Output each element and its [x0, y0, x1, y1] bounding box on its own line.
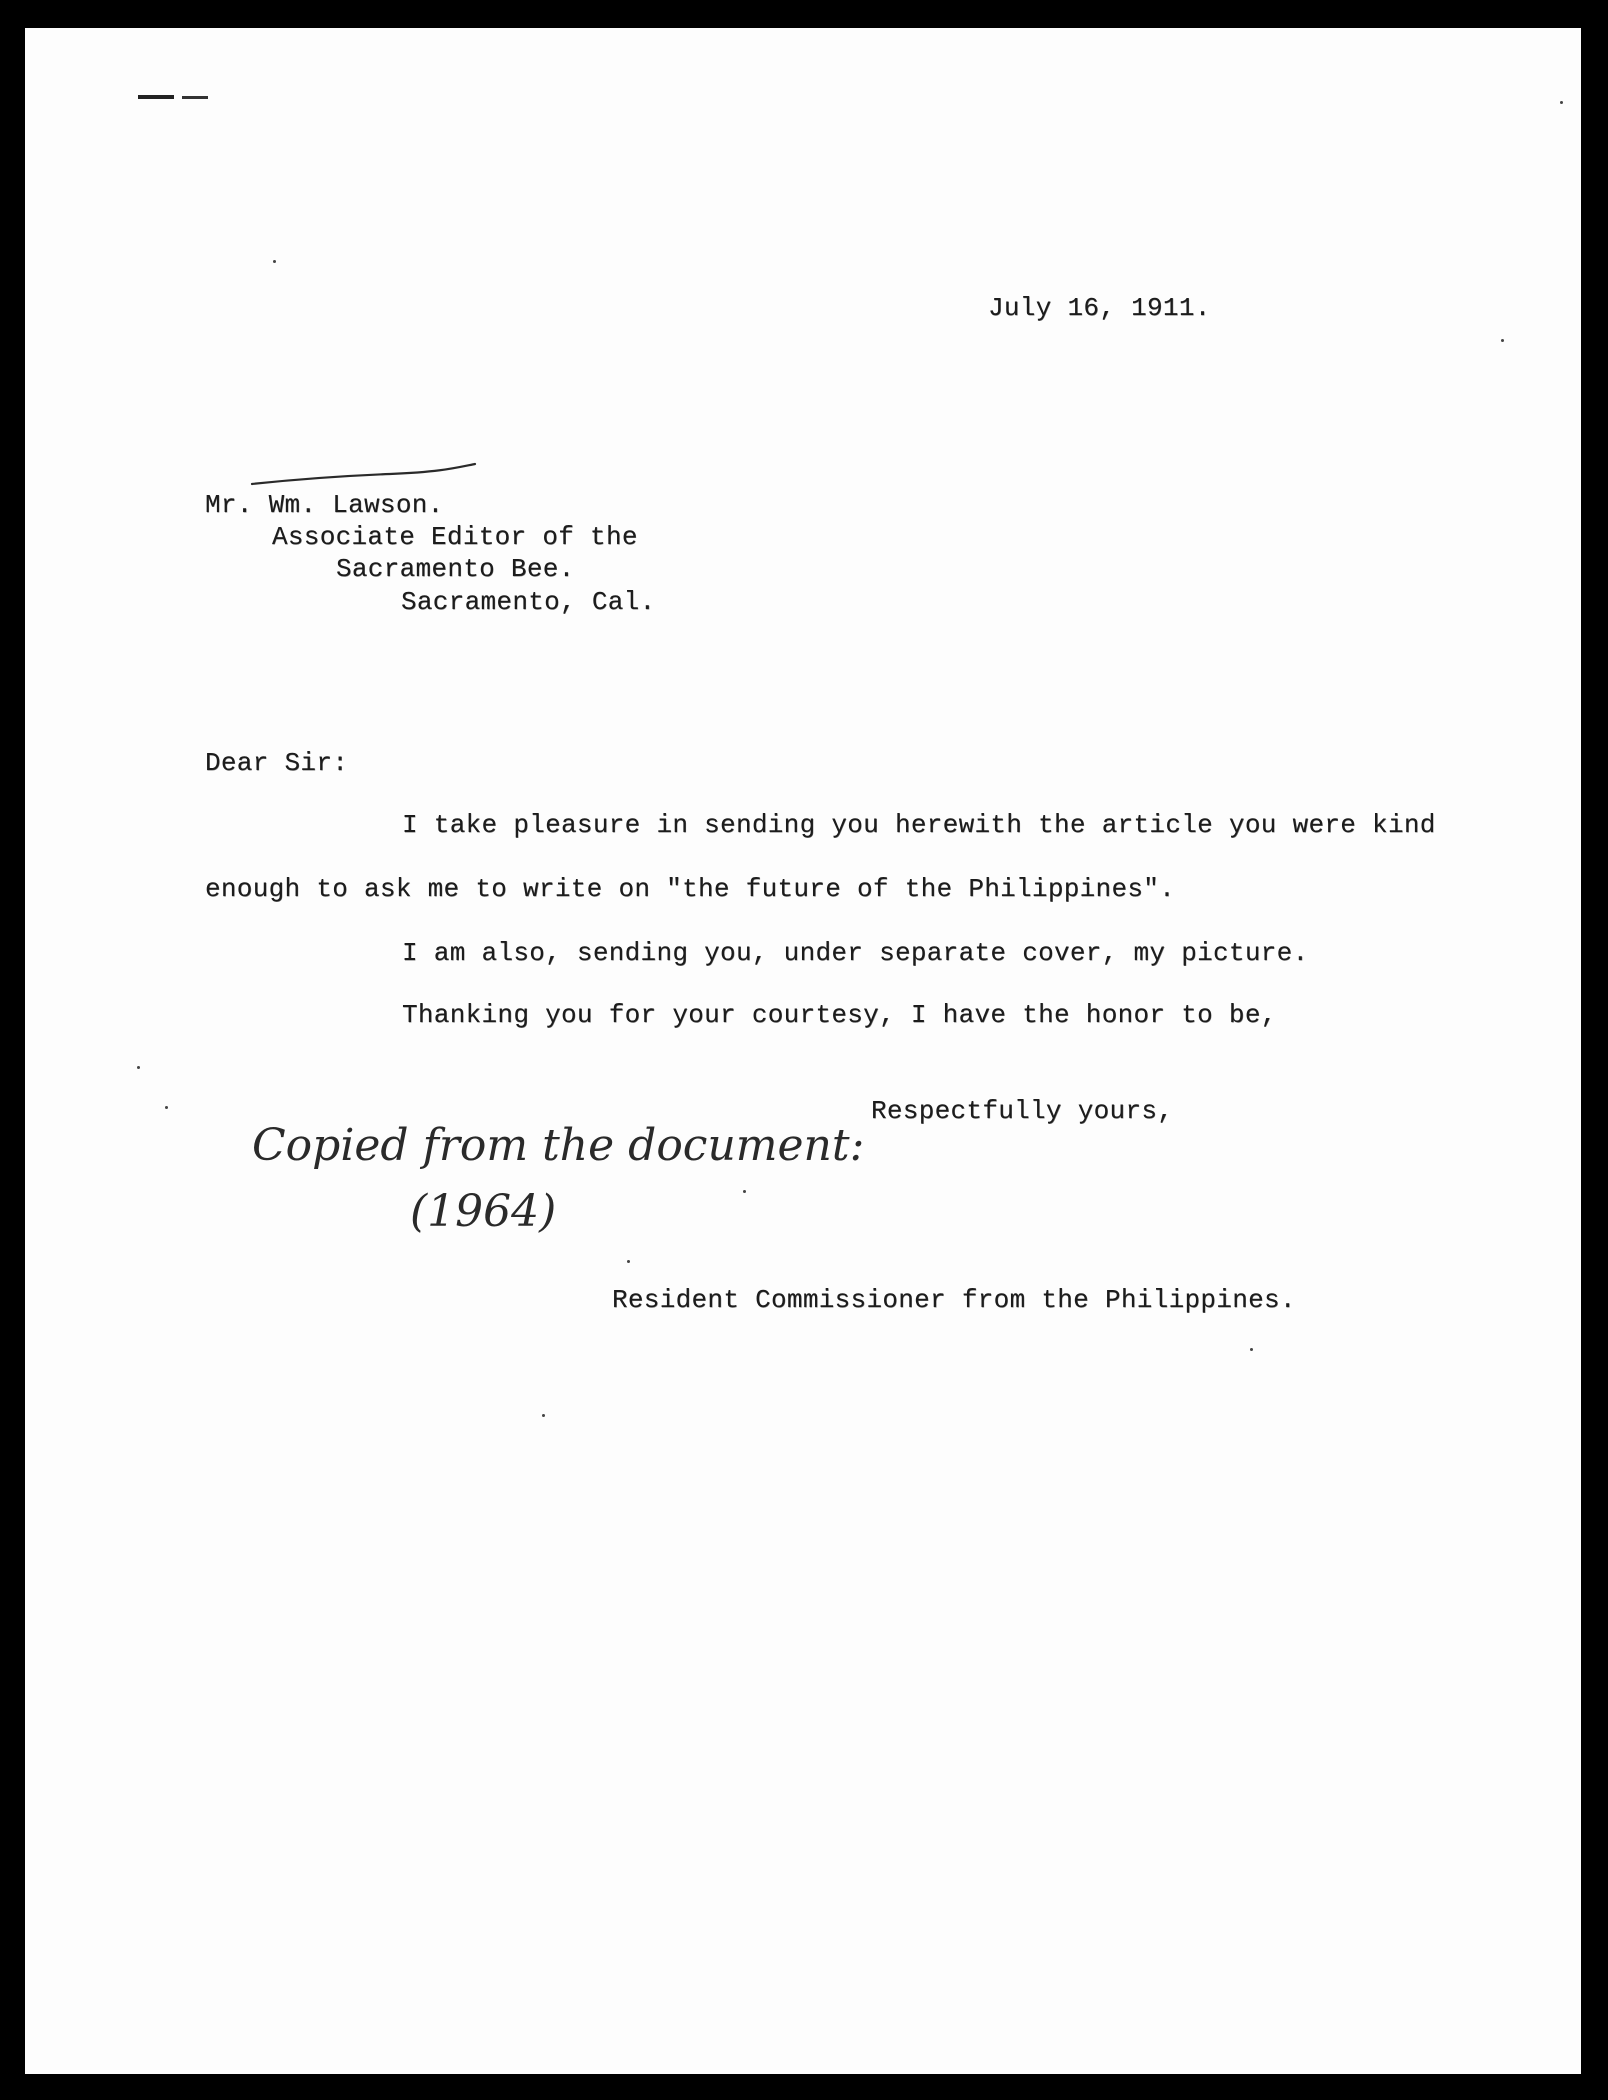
recipient-organization: Sacramento Bee. [336, 554, 575, 584]
handwritten-underline [250, 458, 480, 488]
salutation: Dear Sir: [205, 748, 349, 778]
handwritten-annotation-line-2: (1964) [410, 1186, 557, 1237]
paper-speck [137, 1066, 140, 1069]
signature-title: Resident Commissioner from the Philippines. [612, 1285, 1296, 1315]
recipient-title: Associate Editor of the [272, 522, 638, 552]
letter-page [25, 28, 1581, 2074]
paper-speck [542, 1414, 545, 1417]
paper-speck [1250, 1348, 1253, 1351]
body-paragraph-1-line-2: enough to ask me to write on "the future of the Philippines". [205, 874, 1176, 904]
paper-speck [273, 260, 276, 263]
recipient-name: Mr. Wm. Lawson. [205, 490, 444, 520]
body-paragraph-3: Thanking you for your courtesy, I have the honor to be, [402, 1000, 1277, 1030]
letter-date: July 16, 1911. [988, 293, 1211, 323]
handwritten-annotation [250, 1108, 865, 1248]
paper-speck [627, 1260, 630, 1263]
body-paragraph-1-line-1: I take pleasure in sending you herewith the article you were kind [402, 810, 1436, 840]
paper-speck [1501, 339, 1504, 342]
top-margin-mark [182, 96, 208, 99]
recipient-city: Sacramento, Cal. [401, 587, 656, 617]
top-margin-mark [138, 95, 174, 99]
paper-speck [165, 1106, 168, 1109]
handwritten-annotation-line-1: Copied from the document: [252, 1120, 865, 1171]
paper-speck [1560, 101, 1563, 104]
body-paragraph-2: I am also, sending you, under separate cover, my picture. [402, 938, 1309, 968]
closing: Respectfully yours, [871, 1096, 1174, 1126]
